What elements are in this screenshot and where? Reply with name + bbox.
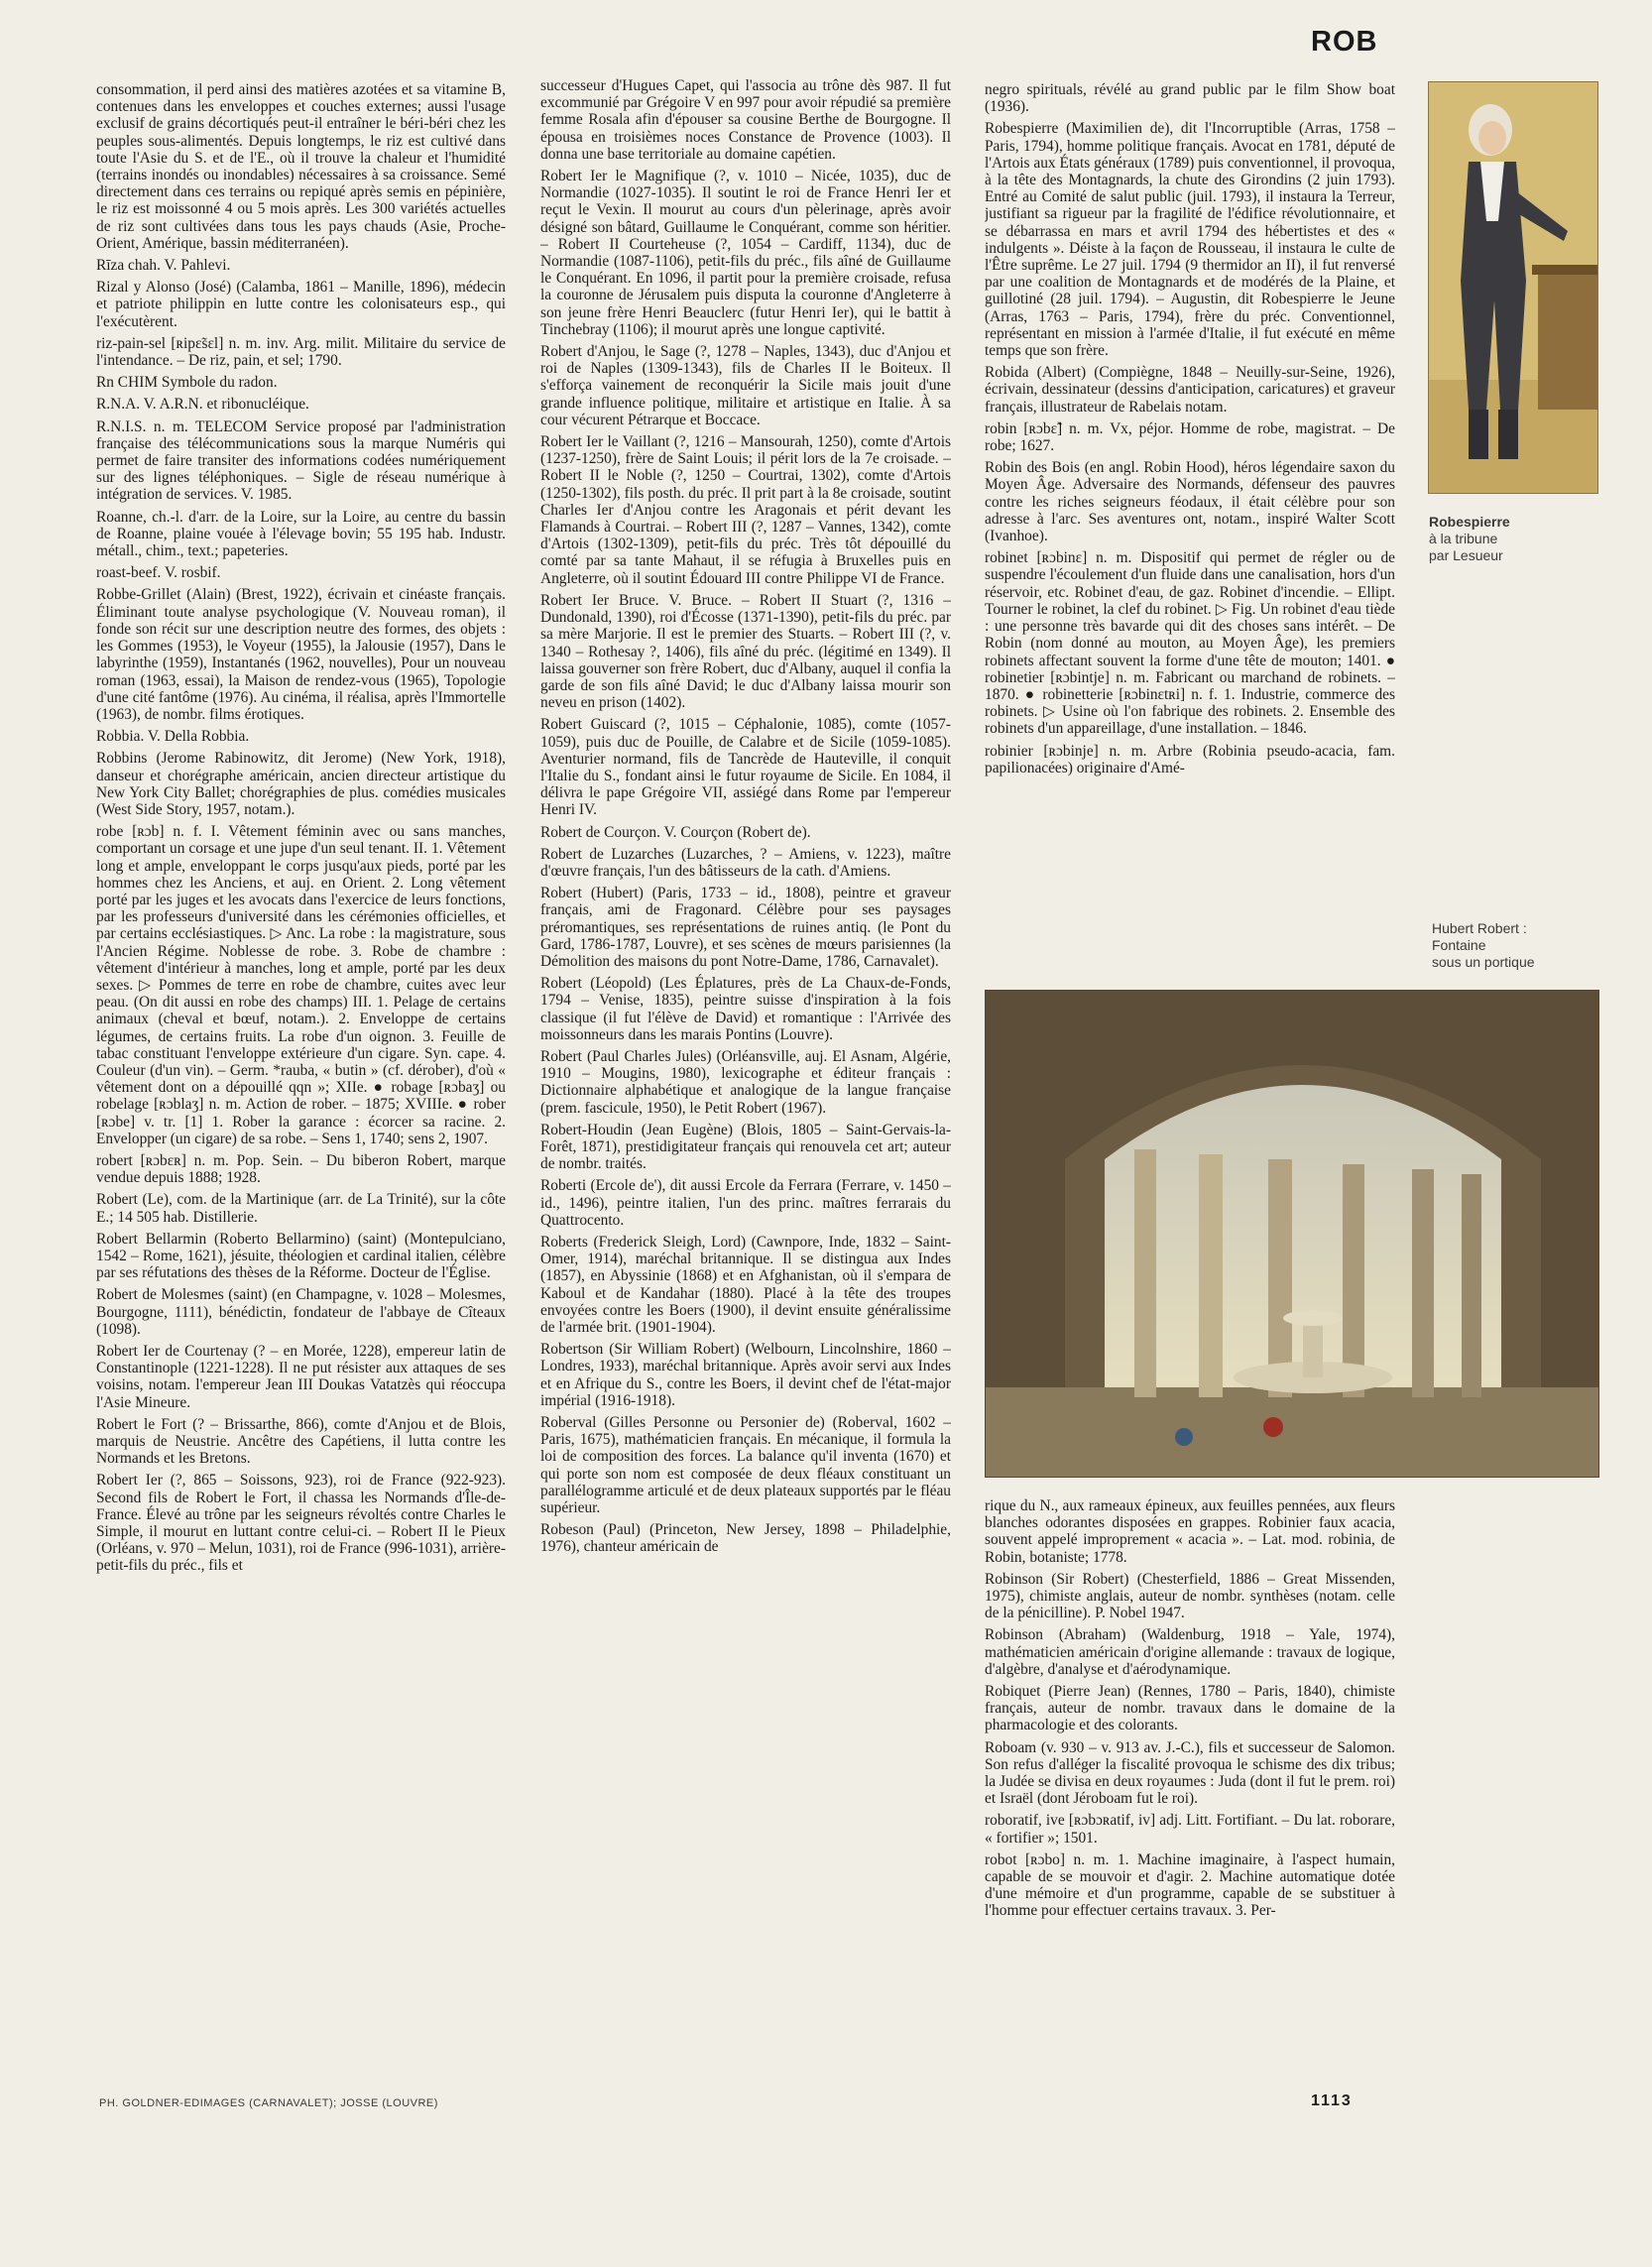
entry: Rizal y Alonso (José) (Calamba, 1861 – Manille, 1896), médecin et patriote philippin en lutte contre les colonisateurs esp., qui l'exécutèrent.: [96, 279, 506, 330]
entry: Rn CHIM Symbole du radon.: [96, 374, 278, 392]
column-3-bottom: [985, 1497, 1395, 2132]
entry: consommation, il perd ainsi des matières azotées et sa vitamine B, contenues dans les enveloppes et couches externes; aussi l'usage exclusif de grains décortiqués peut-il entraîner le béri-béri chez les peuples sous-alimentés. Depuis longtemps, le riz est cultivé dans toute l'Asie du S. et de l'E., où il trouve la chaleur et l'humidité (terrains inondés ou inondables) nécessaires à sa croissance. Semé directement dans ces terrains ou repiqué après semis en pépinière, le riz est moissonné 4 ou 5 mois après. Les 300 variétés actuelles de riz sont cultivées dans tous les pays chauds (Asie, Proche-Orient, Amérique, bassin méditerranéen).: [96, 81, 506, 252]
entry: riz-pain-sel [ʀipɛ̃sɛl] n. m. inv. Arg. milit. Militaire du service de l'intendance. – De riz, pain, et sel; 1790.: [96, 334, 506, 370]
entry: negro spirituals, révélé au grand public par le film Show boat (1936).: [985, 81, 1395, 116]
entry: Robert Ier Bruce. V. Bruce. – Robert II Stuart (?, 1316 – Dundonald, 1390), roi d'Écosse (1371-1390), petit-fils du préc. par sa mère Marjorie. Il est le premier des Stuarts. – Robert III (?, v. 1340 – Rothesay ?, 1406), fils aîné du préc. (légitimé en 1349). Il laissa gouverner son frère Robert, duc d'Albany, auquel il confia la garde de son fils aîné David; le duc d'Albany laissa mourir son neveu en prison (1402).: [540, 591, 951, 712]
entry: Robert Ier de Courtenay (? – en Morée, 1228), empereur latin de Constantinople (1221-1228). Il ne put résister aux attaques de ses voisins, notam. l'empereur Jean III Doukas Vatatzès qui réoccupa l'Asie Mineure.: [96, 1343, 506, 1411]
robert-painting-caption: [1432, 920, 1535, 971]
caption-line: par Lesueur: [1429, 547, 1503, 563]
entry: Robert de Luzarches (Luzarches, ? – Amiens, v. 1223), maître d'œuvre français, l'un des bâtisseurs de la cath. d'Amiens.: [540, 845, 951, 880]
entry: Robbins (Jerome Rabinowitz, dit Jerome) (New York, 1918), danseur et chorégraphe américain, ancien directeur artistique du New York City Ballet; chorégraphies de plus. comédies musicales (West Side Story, 1957, notam.).: [96, 750, 506, 818]
robespierre-figure-icon: [1429, 82, 1597, 493]
entry: Robinson (Abraham) (Waldenburg, 1918 – Yale, 1974), mathématicien américain d'origine allemande : travaux de logique, d'algèbre, d'analyse et d'aérodynamique.: [985, 1626, 1395, 1678]
entry: robinier [ʀɔbinje] n. m. Arbre (Robinia pseudo-acacia, fam. papilionacées) originaire d'Amé-: [985, 742, 1395, 776]
entry: Robert (Hubert) (Paris, 1733 – id., 1808), peintre et graveur français, ami de Fragonard. Célèbre pour ses paysages préromantiques, ses représentations de ruines antiq. (le Pont du Gard, 1786-1787, Louvre), et ses scènes de mœurs parisiennes (la Démolition des maisons du pont Notre-Dame, 1786, Carnavalet).: [540, 885, 951, 970]
entry: Robert Ier le Magnifique (?, v. 1010 – Nicée, 1035), duc de Normandie (1027-1035). Il soutint le roi de France Henri Ier et reçut le Vexin. Il mourut au cours d'un pèlerinage, après avoir désigné son bâtard, Guillaume le Conquérant, comme son héritier. – Robert II Courteheuse (?, 1054 – Cardiff, 1134), duc de Normandie (1087-1106), petit-fils du préc., fils aîné de Guillaume le Conquérant. En 1096, il partit pour la première croisade, refusa la couronne de Jérusalem puis disputa la couronne d'Angleterre à son jeune frère Henri Beauclerc (futur Henri Ier), qui le battit à Tinchebray (1106); il mourut après une longue captivité.: [540, 168, 951, 338]
robespierre-caption: [1429, 514, 1510, 564]
column-3-top: [985, 81, 1395, 974]
entry: Robert de Molesmes (saint) (en Champagne, v. 1028 – Molesmes, Bourgogne, 1111), bénédictin, fondateur de l'abbaye de Cîteaux (1098).: [96, 1286, 506, 1338]
caption-line: Fontaine: [1432, 937, 1486, 953]
entry: Robertson (Sir William Robert) (Welbourn, Lincolnshire, 1860 – Londres, 1933), maréchal britannique. Après avoir servi aux Indes et en Afrique du S., contre les Boers, il devint chef de l'état-major impérial (1916-1918).: [540, 1341, 951, 1409]
entry: Robbe-Grillet (Alain) (Brest, 1922), écrivain et cinéaste français. Éliminant toute analyse psychologique (V. Nouveau roman), il fonde son récit sur une description neutre des formes, des objets : les Gommes (1953), le Voyeur (1955), la Jalousie (1957), Dans le labyrinthe (1959), Instantanés (1962, nouvelles), Pour un nouveau roman (1963, essai), la Maison de rendez-vous (1965), Topologie d'une cité fantôme (1976). Au cinéma, il réalisa, après l'Immortelle (1963), de nombr. films érotiques.: [96, 586, 506, 723]
entry: Robert Ier le Vaillant (?, 1216 – Mansourah, 1250), comte d'Artois (1237-1250), frère de Saint Louis; il périt lors de la 7e croisade. – Robert II le Noble (?, 1250 – Courtrai, 1302), comte d'Artois (1250-1302), fils posth. du préc. Il prit part à la 8e croisade, soutint Charles Ier d'Anjou contre les Aragonais et périt devant les Flamands à Courtrai. – Robert III (?, 1287 – Vannes, 1342), comte d'Artois (1302-1309), petit-fils du préc. Très tôt dépouillé du comté par sa tante Mahaut, il se réfugia à Bruxelles puis en Angleterre, où il soutint Édouard III contre Philippe VI de France.: [540, 433, 951, 587]
caption-title: Robespierre: [1429, 514, 1510, 530]
entry: Rīza chah. V. Pahlevi.: [96, 257, 231, 275]
robespierre-portrait-image: [1428, 81, 1598, 494]
entry: Robbia. V. Della Robbia.: [96, 728, 250, 746]
entry: Robert (Léopold) (Les Éplatures, près de La Chaux-de-Fonds, 1794 – Venise, 1835), peintre suisse d'inspiration à la fois classique (il fut l'élève de David) et romantique : l'Arrivée des moissonneurs dans les marais Pontins (Louvre).: [540, 975, 951, 1043]
entry: Robiquet (Pierre Jean) (Rennes, 1780 – Paris, 1840), chimiste français, auteur de nombr. travaux dans le domaine de la pharmacologie et des colorants.: [985, 1683, 1395, 1734]
running-head: ROB: [1311, 26, 1378, 58]
entry: Robert d'Anjou, le Sage (?, 1278 – Naples, 1343), duc d'Anjou et roi de Naples (1309-1343), fils de Charles II le Boiteux. Il s'efforça vainement de reconquérir la Sicile mais jouit d'une grande influence politique, militaire et artistique en Italie. À sa cour vécurent Pétrarque et Boccace.: [540, 343, 951, 428]
entry: Roanne, ch.-l. d'arr. de la Loire, sur la Loire, au centre du bassin de Roanne, plaine vouée à l'élevage bovin; 55 195 hab. Industr. métall., chim., text.; papeteries.: [96, 508, 506, 560]
entry: robin [ʀɔbɛ̃] n. m. Vx, péjor. Homme de robe, magistrat. – De robe; 1627.: [985, 419, 1395, 455]
column-2: [540, 77, 951, 2061]
entry: roast-beef. V. rosbif.: [96, 564, 221, 582]
hubert-robert-painting-image: [985, 990, 1599, 1478]
entry: Robert-Houdin (Jean Eugène) (Blois, 1805 – Saint-Gervais-la-Forêt, 1871), prestidigitateur français qui renouvela cet art; auteur de nombr. traités.: [540, 1121, 951, 1173]
page-number: 1113: [1311, 2092, 1353, 2109]
entry: Robert de Courçon. V. Courçon (Robert de).: [540, 823, 811, 841]
caption-line: sous un portique: [1432, 954, 1535, 970]
entry: successeur d'Hugues Capet, qui l'associa au trône dès 987. Il fut excommunié par Grégoire V en 997 pour avoir répudié sa première femme Rosala afin d'épouser sa cousine Berthe de Bourgogne. Il épousa en troisièmes noces Constance de Provence (1003). Il donna une base territoriale au domaine capétien.: [540, 77, 951, 163]
portico-fountain-icon: [986, 991, 1598, 1477]
entry: Roberti (Ercole de'), dit aussi Ercole da Ferrara (Ferrare, v. 1450 – id., 1496), peintre italien, l'un des princ. maîtres ferrarais du Quattrocento.: [540, 1177, 951, 1229]
entry: Roberts (Frederick Sleigh, Lord) (Cawnpore, Inde, 1832 – Saint-Omer, 1914), maréchal britannique. Il se distingua aux Indes (1857), en Abyssinie (1868) et en Afghanistan, où il s'empara de Kaboul et de Kandahar (1880). Placé à la tête des troupes envoyées contre les Boers (1900), il devint ensuite généralissime de l'armée brit. (1901-1904).: [540, 1234, 951, 1337]
caption-line: à la tribune: [1429, 531, 1498, 546]
entry: Robida (Albert) (Compiègne, 1848 – Neuilly-sur-Seine, 1926), écrivain, dessinateur (dessins d'anticipation, caricatures) et graveur français, illustrateur de Rabelais notam.: [985, 364, 1395, 416]
entry: Robert Ier (?, 865 – Soissons, 923), roi de France (922-923). Second fils de Robert le Fort, il chassa les Normands d'Île-de-France. Élevé au trône par les seigneurs révoltés contre Charles le Simple, il mourut en luttant contre celui-ci. – Robert II le Pieux (Orléans, v. 970 – Melun, 1031), roi de France (996-1031), arrière-petit-fils du préc., fils et: [96, 1472, 506, 1575]
entry: roboratif, ive [ʀɔbɔʀatif, iv] adj. Litt. Fortifiant. – Du lat. roborare, « fortifier »; 1501.: [985, 1812, 1395, 1847]
entry: Robert le Fort (? – Brissarthe, 866), comte d'Anjou et de Blois, marquis de Neustrie. Ancêtre des Capétiens, il lutta contre les Normands et les Bretons.: [96, 1415, 506, 1468]
caption-title: Hubert Robert :: [1432, 920, 1527, 936]
entry: R.N.A. V. A.R.N. et ribonucléique.: [96, 396, 309, 414]
entry: rique du N., aux rameaux épineux, aux feuilles pennées, aux fleurs blanches odorantes disposées en grappes. Robinier faux acacia, souvent appelé improprement « acacia ». – Lat. mod. robinia, de Robin, botaniste; 1778.: [985, 1497, 1395, 1566]
entry: Roboam (v. 930 – v. 913 av. J.-C.), fils et successeur de Salomon. Son refus d'alléger la fiscalité provoqua le schisme des dix tribus; la Judée se divisa en deux royaumes : Juda (dont il fut le prem. roi) et Israël (dont Jéroboam fut le roi).: [985, 1738, 1395, 1808]
entry: Robert Guiscard (?, 1015 – Céphalonie, 1085), comte (1057-1059), puis duc de Pouille, de Calabre et de Sicile (1059-1085). Aventurier normand, fils de Tancrède de Hauteville, il conquit l'Italie du S., fondant ainsi le futur royaume de Sicile. En 1084, il délivra le pape Grégoire VII, assiégé dans Rome par l'empereur Henri IV.: [540, 716, 951, 819]
entry: Roberval (Gilles Personne ou Personier de) (Roberval, 1602 – Paris, 1675), mathématicien français. En mécanique, il formula la loi de composition des forces. La balance qu'il inventa (1670) et qui porte son nom est composée de deux fléaux constituant un parallélogramme articulé et de deux plateaux supportés par le fléau supérieur.: [540, 1414, 951, 1517]
entry: R.N.I.S. n. m. TELECOM Service proposé par l'administration française des télécommunications sous la marque Numéris qui permet de faire transiter des informations codées numériquement sur des lignes téléphoniques. – Sigle de réseau numérique à intégration de services. V. 1985.: [96, 418, 506, 504]
entry: Robinson (Sir Robert) (Chesterfield, 1886 – Great Missenden, 1975), chimiste anglais, auteur de nombr. synthèses (notam. celle de la pénicilline). P. Nobel 1947.: [985, 1570, 1395, 1622]
entry: robinet [ʀɔbinɛ] n. m. Dispositif qui permet de régler ou de suspendre l'écoulement d'un fluide dans une canalisation, hors d'un réservoir, etc. Robinet d'eau, de gaz. Robinet d'incendie. – Ellipt. Tourner le robinet, la clef du robinet. ▷ Fig. Un robinet d'eau tiède : une personne très bavarde qui dit des choses sans intérêt. – De Robin (nom donné au mouton, au Moyen Âge), les premiers robinets affectant souvent la forme d'une tête de mouton; 1401. ● robinetier [ʀɔbintje] n. m. Fabricant ou marchand de robinets. – 1870. ● robinetterie [ʀɔbinɛtʀi] n. f. 1. Industrie, commerce des robinets. ▷ Usine où l'on fabrique des robinets. 2. Ensemble des robinets d'un appareillage, d'une installation. – 1846.: [985, 549, 1395, 738]
entry: robe [ʀɔb] n. f. I. Vêtement féminin avec ou sans manches, comportant un corsage et une jupe d'un seul tenant. II. 1. Vêtement long et ample, enveloppant le corps jusqu'aux pieds, porté par les hommes chez les Anciens, et auj. en Orient. 2. Long vêtement porté par les juges et les avocats dans l'exercice de leurs fonctions, par les professeurs d'université dans les cérémonies officielles, et par certains ecclésiastiques. ▷ Anc. La robe : la magistrature, sous l'Ancien Régime. Noblesse de robe. 3. Robe de chambre : vêtement d'intérieur à manches, long et ample, porté par les deux sexes. ▷ Pommes de terre en robe de chambre, cuites avec leur peau. (On dit aussi en robe des champs) III. 1. Pelage de certains animaux (cheval et bœuf, notam.). 2. Enveloppe de certains légumes, de certains fruits. La robe d'un oignon. 3. Feuille de tabac constituant l'enveloppe extérieure d'un cigare. Syn. cape. 4. Couleur (d'un vin). – Germ. *rauba, « butin » (cf. dérober), d'où « vêtement dont on a dépouillé qqn »; XIIe. ● robage [ʀɔbaʒ] ou robelage [ʀɔblaʒ] n. m. Action de rober. – 1875; XVIIIe. ● rober [ʀɔbe] v. tr. [1] 1. Rober la garance : écorcer sa racine. 2. Envelopper (un cigare) de sa robe. – Sens 1, 1740; sens 2, 1907.: [96, 823, 506, 1147]
column-1: [96, 81, 506, 2075]
entry: Robert (Paul Charles Jules) (Orléansville, auj. El Asnam, Algérie, 1910 – Mougins, 1980), lexicographe et éditeur français : Dictionnaire alphabétique et analogique de la langue française (prem. fascicule, 1950), le Petit Robert (1967).: [540, 1047, 951, 1117]
entry: Robert (Le), com. de la Martinique (arr. de La Trinité), sur la côte E.; 14 505 hab. Distillerie.: [96, 1191, 506, 1226]
entry: Robin des Bois (en angl. Robin Hood), héros légendaire saxon du Moyen Âge. Adversaire des Normands, défenseur des pauvres contre les riches seigneurs féodaux, il était célèbre pour son adresse à l'arc. Ses aventures ont, notam., inspiré Walter Scott (Ivanhoe).: [985, 459, 1395, 545]
entry: Robert Bellarmin (Roberto Bellarmino) (saint) (Montepulciano, 1542 – Rome, 1621), jésuite, théologien et cardinal italien, célèbre par ses réfutations des thèses de la Réforme. Docteur de l'Église.: [96, 1230, 506, 1282]
entry: Robeson (Paul) (Princeton, New Jersey, 1898 – Philadelphie, 1976), chanteur américain de: [540, 1521, 951, 1556]
entry: robot [ʀɔbo] n. m. 1. Machine imaginaire, à l'aspect humain, capable de se mouvoir et d'agir. 2. Machine automatique dotée d'une mémoire et d'un programme, capable de se substituer à l'homme pour effectuer certains travaux. 3. Per-: [985, 1850, 1395, 1920]
entry: robert [ʀɔbɛʀ] n. m. Pop. Sein. – Du biberon Robert, marque vendue depuis 1888; 1928.: [96, 1151, 506, 1187]
photo-credit: PH. GOLDNER-EDIMAGES (CARNAVALET); JOSSE (LOUVRE): [99, 2097, 438, 2109]
entry: Robespierre (Maximilien de), dit l'Incorruptible (Arras, 1758 – Paris, 1794), homme politique français. Avocat en 1781, député de l'Artois aux États généraux (1789) puis conventionnel, il provoqua, à la tête des Montagnards, la chute des Girondins (2 juin 1793). Entré au Comité de salut public (juil. 1793), il instaura la Terreur, justifiant sa rigueur par la fragilité de l'édifice révolutionnaire, et se débarrassa en mars et avril 1794 des hébertistes et des « indulgents ». Déiste à la façon de Rousseau, il instaura le culte de l'Être suprême. Le 27 juil. 1794 (9 thermidor an II), il fut renversé par une coalition de Montagnards et de modérés de la Plaine, et guillotiné (28 juil. 1794). – Augustin, dit Robespierre le Jeune (Arras, 1763 – Paris, 1794), frère du préc. Conventionnel, représentant en mission à l'armée d'Italie, il fut exécuté en même temps que son frère.: [985, 120, 1395, 360]
